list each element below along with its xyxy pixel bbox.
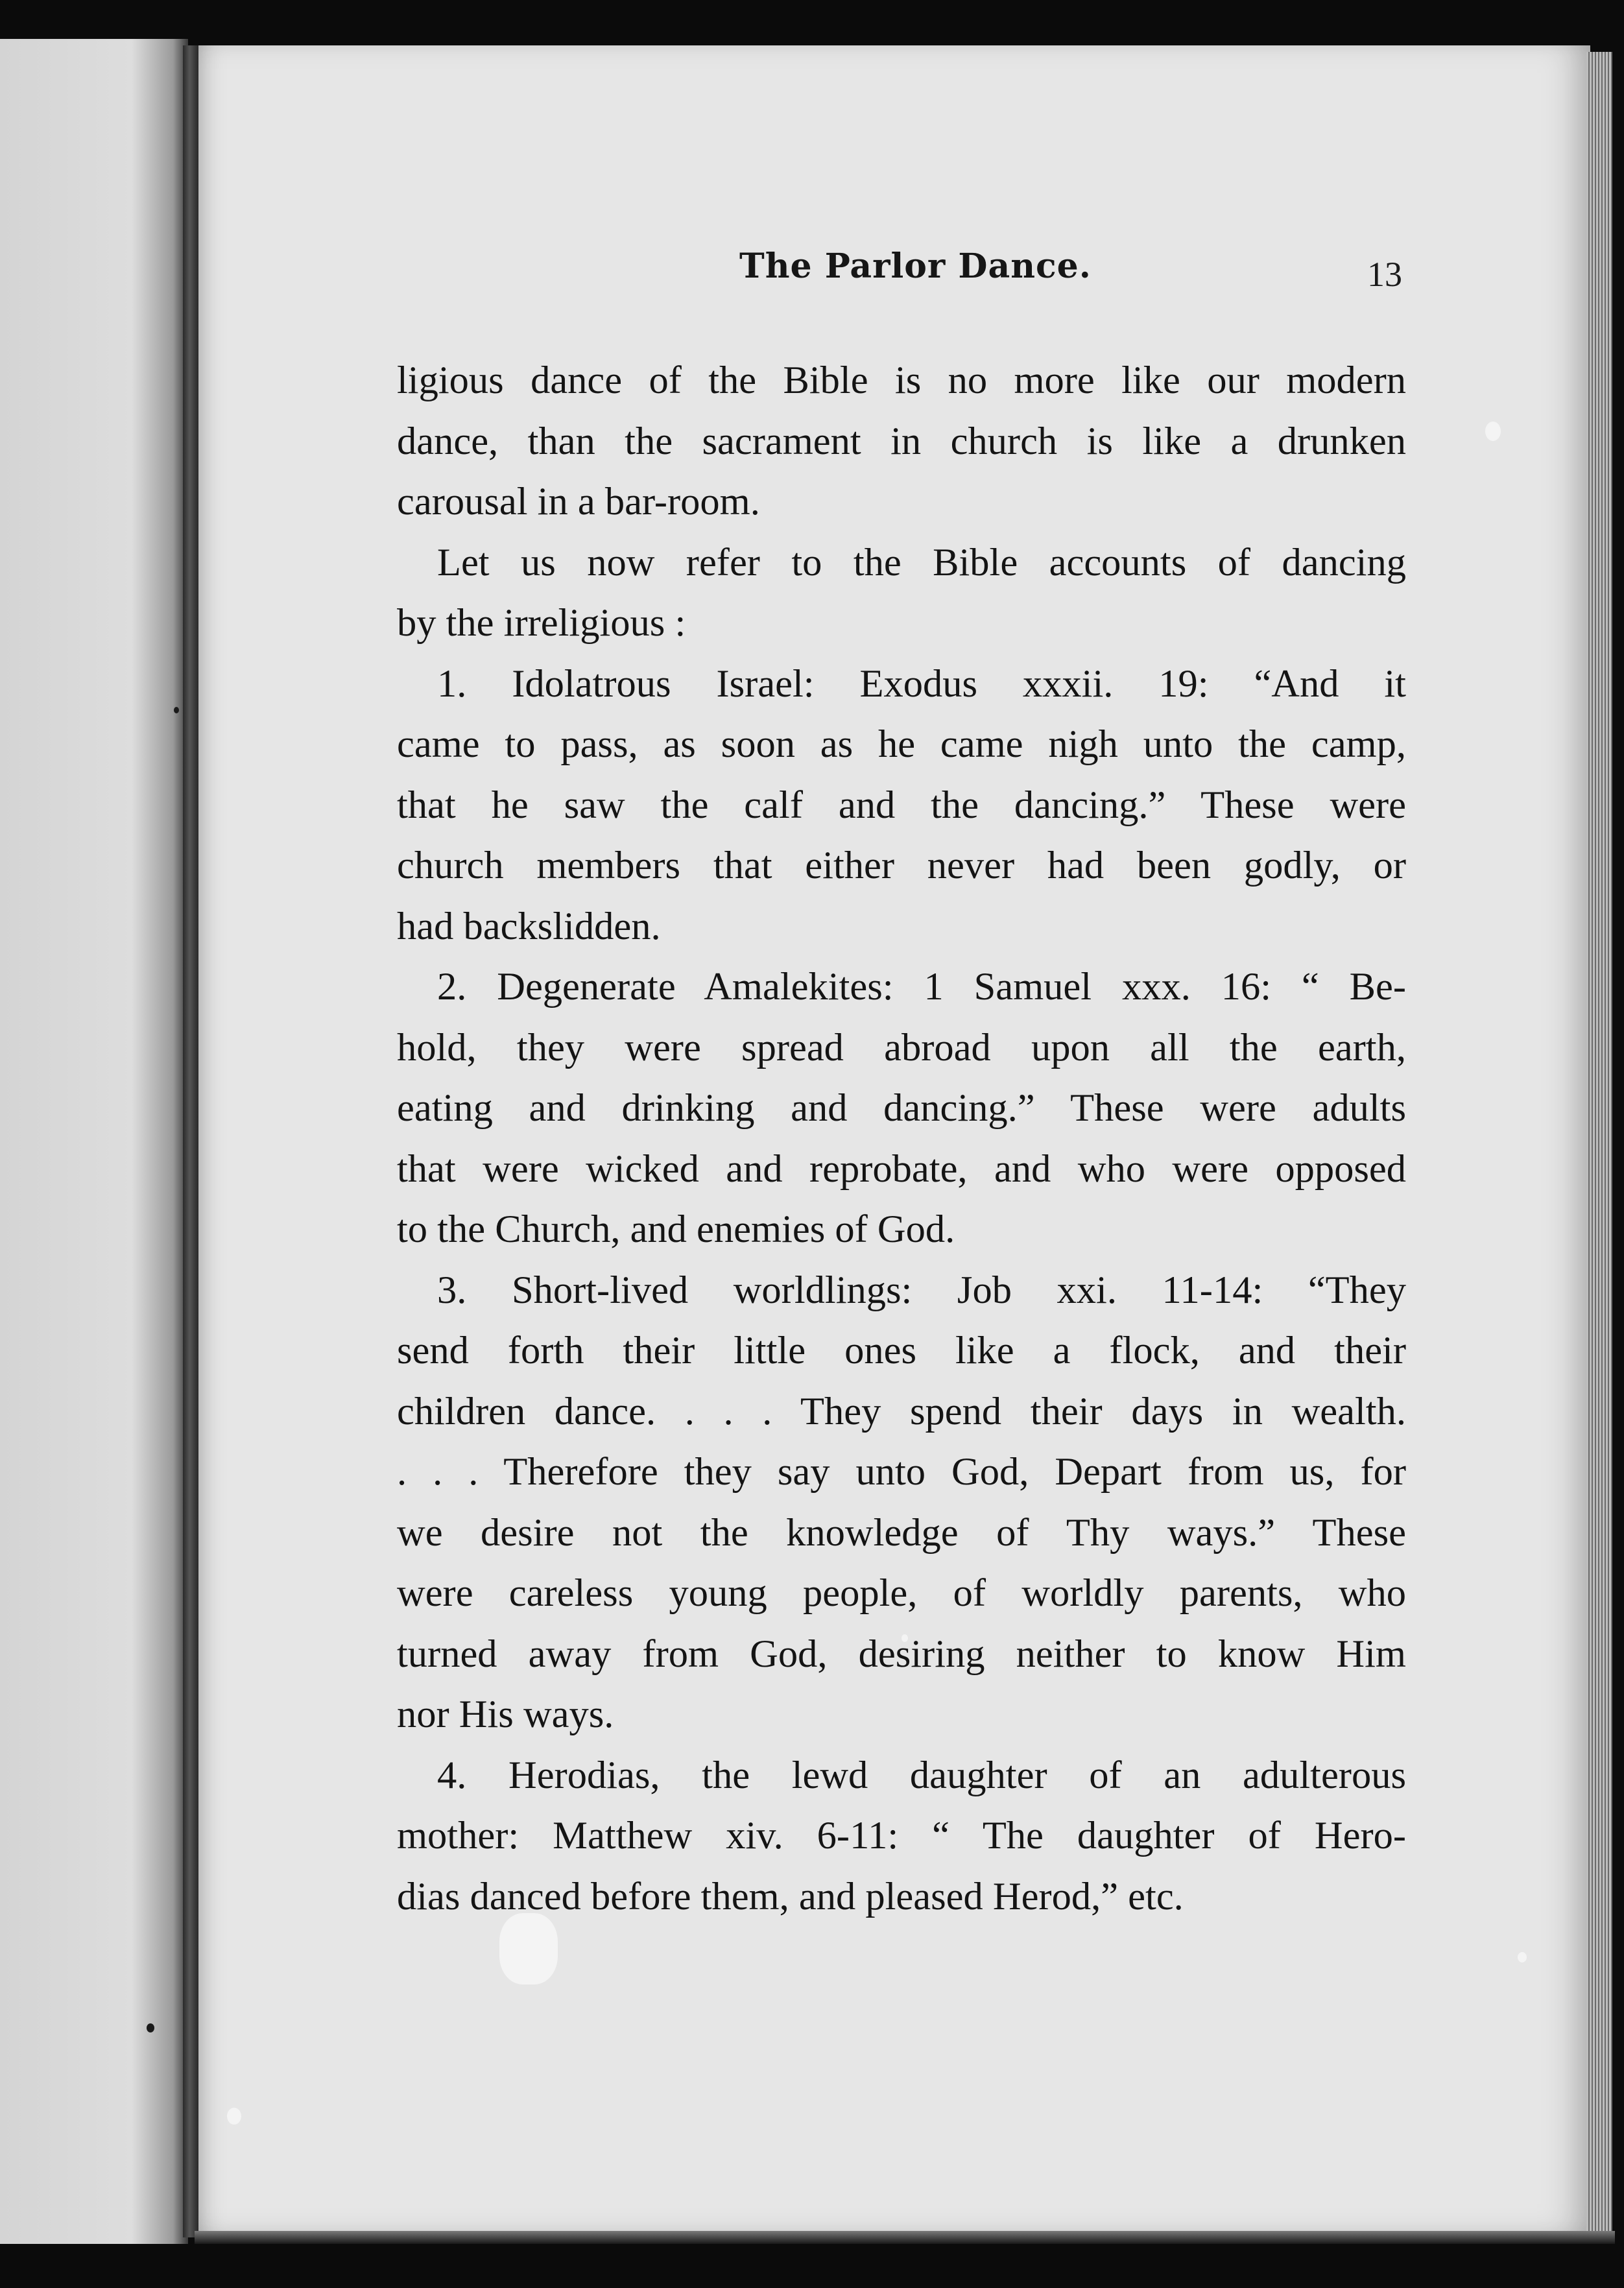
text-line: nor His ways. [397, 1693, 614, 1736]
text-line: send forth their little ones like a flock, and their [397, 1329, 1406, 1372]
body-text [397, 350, 1406, 1927]
text-line: church members that either never had been godly, or [397, 844, 1406, 887]
text-line: ligious dance of the Bible is no more like our modern [397, 359, 1406, 402]
text-line: we desire not the knowledge of Thy ways.” These [397, 1510, 1406, 1555]
text-line: turned away from God, desiring neither to know Him [397, 1632, 1406, 1676]
page-stack-edges [1586, 52, 1612, 2231]
previous-page-edge [0, 39, 188, 2244]
text-line: Let us now refer to the Bible accounts of dancing [437, 540, 1406, 584]
text-line: hold, they were spread abroad upon all the earth, [397, 1025, 1406, 1069]
text-line: dias danced before them, and pleased Herod,” etc. [397, 1874, 1184, 1918]
text-line: by the irreligious : [397, 601, 686, 645]
scan-artifact [1518, 1952, 1527, 1962]
text-line: that were wicked and reprobate, and who were opposed [397, 1147, 1406, 1191]
text-line: had backslidden. [397, 904, 661, 948]
book-gutter [183, 45, 200, 2237]
text-line: that he saw the calf and the dancing.” These were [397, 783, 1406, 827]
text-line: were careless young people, of worldly parents, who [397, 1571, 1406, 1615]
text-line: 1. Idolatrous Israel: Exodus xxxii. 19: “And it [437, 661, 1406, 706]
scan-artifact [1485, 422, 1501, 441]
running-head: The Parlor Dance. [739, 246, 1092, 286]
text-line: children dance. . . . They spend their days in wealth. [397, 1389, 1406, 1433]
paragraph [397, 654, 1406, 957]
text-line: eating and drinking and dancing.” These were adults [397, 1086, 1406, 1130]
scan-artifact [174, 707, 179, 713]
text-line: . . . Therefore they say unto God, Depart from us, for [397, 1450, 1406, 1494]
text-line: carousal in a bar-room. [397, 480, 760, 523]
text-line: 3. Short-lived worldlings: Job xxi. 11-14: “They [437, 1268, 1406, 1312]
page-number: 13 [1367, 255, 1402, 294]
text-line: 4. Herodias, the lewd daughter of an adulterous [437, 1753, 1406, 1797]
text-line: came to pass, as soon as he came nigh unto the camp, [397, 722, 1406, 766]
page-bottom-edge [195, 2231, 1615, 2244]
paragraph [397, 1745, 1406, 1927]
paragraph [397, 957, 1406, 1260]
text-line: dance, than the sacrament in church is like a drunken [397, 419, 1406, 463]
text-line: mother: Matthew xiv. 6-11: “ The daughter of Hero- [397, 1814, 1406, 1857]
paragraph [397, 1260, 1406, 1745]
paragraph [397, 532, 1406, 654]
text-line: 2. Degenerate Amalekites: 1 Samuel xxx. 16: “ Be- [437, 965, 1406, 1008]
paragraph [397, 350, 1406, 532]
text-line: to the Church, and enemies of God. [397, 1208, 955, 1251]
scan-artifact [147, 2023, 154, 2032]
scan-artifact [227, 2108, 241, 2125]
